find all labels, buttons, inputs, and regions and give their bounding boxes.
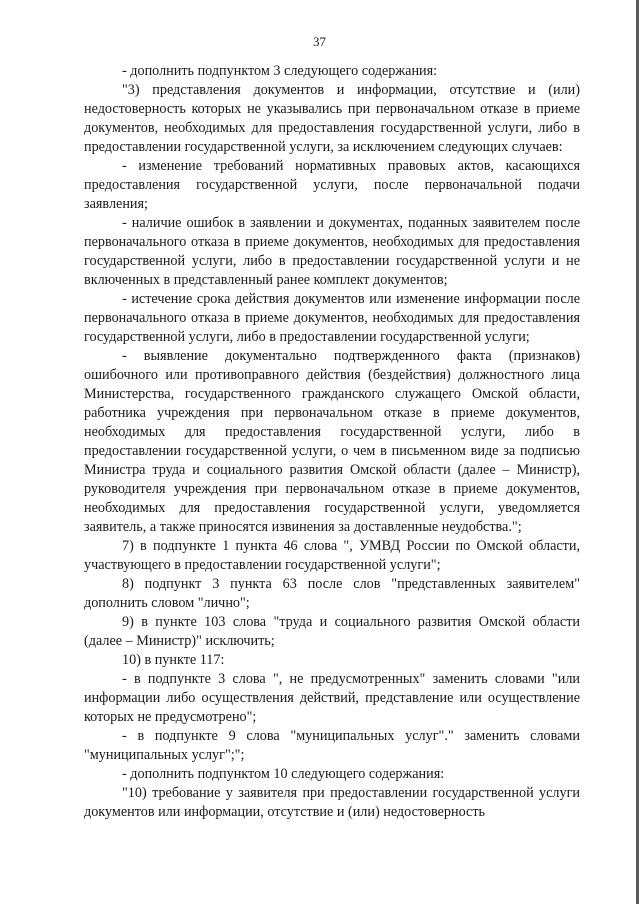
paragraph: "10) требование у заявителя при предоставлении государственной услуги документов или информации, отсутствие и (или) недостоверность	[84, 785, 580, 820]
paragraph: - дополнить подпунктом 3 следующего содержания:	[122, 63, 438, 79]
document-body	[84, 62, 580, 822]
paragraph: "3) представления документов и информации, отсутствие и (или) недостоверность которых не указывались при первоначальном отказе в приеме документов, необходимых для предоставления государственной услуги, либо в предоставлении государственной услуги, за исключением следующих случаев:	[84, 82, 580, 155]
paragraph: - наличие ошибок в заявлении и документах, поданных заявителем после первоначального отказа в приеме документов, необходимых для предоставления государственной услуги, либо в предоставлении государственной услуги и не включенных в представленный ранее комплект документов;	[84, 215, 580, 288]
paragraph: 8) подпункт 3 пункта 63 после слов "представленных заявителем" дополнить словом "лично";	[84, 576, 580, 611]
paragraph: 10) в пункте 117:	[122, 652, 225, 668]
paragraph: - дополнить подпунктом 10 следующего содержания:	[122, 766, 445, 782]
paragraph: - в подпункте 3 слова ", не предусмотренных" заменить словами "или информации либо осуществления действий, представление или осуществление которых не предусмотрено";	[84, 671, 580, 725]
paragraph: - выявление документально подтвержденного факта (признаков) ошибочного или противоправного действия (бездействия) должностного лица Министерства, государственного гражданского служащего Омской области, работника учреждения при первоначальном отказе в приеме документов, необходимых для предоставления государственной услуги, либо в предоставлении государственной услуги, о чем в письменном виде за подписью Министра труда и социального развития Омской области (далее – Министр), руководителя учреждения при первоначальном отказе в приеме документов, необходимых для предоставления государственной услуги, уведомляется заявитель, а также приносятся извинения за доставленные неудобства.";	[84, 348, 580, 535]
page-number: 37	[313, 34, 326, 49]
paragraph: - истечение срока действия документов или изменение информации после первоначального отказа в приеме документов, необходимых для предоставления государственной услуги, либо в предоставлении государственной услуги;	[84, 291, 580, 345]
paragraph: 7) в подпункте 1 пункта 46 слова ", УМВД России по Омской области, участвующего в предоставлении государственной услуги";	[84, 538, 580, 573]
paragraph: - изменение требований нормативных правовых актов, касающихся предоставления государственной услуги, после первоначальной подачи заявления;	[84, 158, 580, 212]
paragraph: 9) в пункте 103 слова "труда и социального развития Омской области (далее – Министр)" исключить;	[84, 614, 580, 649]
paragraph: - в подпункте 9 слова "муниципальных услуг"." заменить словами "муниципальных услуг";";	[84, 728, 580, 763]
